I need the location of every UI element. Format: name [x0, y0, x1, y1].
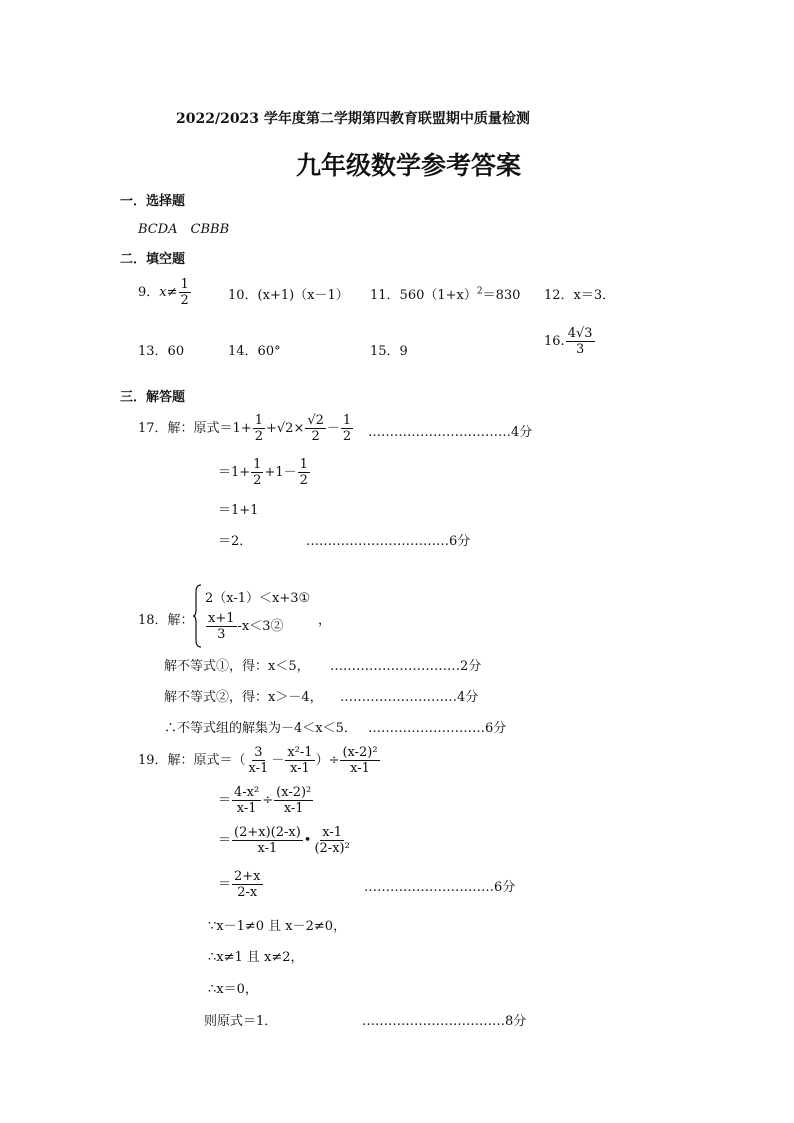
p17-frac1-num: 1 — [254, 413, 263, 428]
p19-line6: ∴x≠1 且 x≠2， — [208, 950, 304, 965]
answer-q13: 13．60 — [138, 344, 185, 359]
p19-l3-f1-num: (2+x)(2-x) — [234, 825, 301, 840]
p18-comma: ， — [318, 613, 332, 628]
choice-answers: BCDA CBBB — [138, 222, 230, 237]
answer-q14: 14．60° — [228, 344, 281, 359]
p17-l2-frac1 — [251, 458, 263, 487]
p18-ineq2-rest: -x＜3② — [237, 619, 284, 634]
p18-ineq2-num: x+1 — [208, 611, 235, 626]
p19-l3-f2-den: (2-x)² — [314, 841, 350, 856]
answer-q12: 12．x＝3． — [544, 288, 616, 303]
p17-frac3-den: 2 — [342, 429, 352, 444]
p19-l1-div: ）÷ — [315, 753, 340, 768]
answer-q15: 15．9 — [370, 344, 408, 359]
p19-l3-eq: ＝ — [218, 833, 232, 848]
q16-fraction — [566, 327, 595, 356]
p19-l4-f — [232, 870, 263, 899]
p19-l3-f1-den: x-1 — [257, 841, 278, 856]
p19-l1-f2 — [285, 746, 314, 775]
q11-text: 11．560（1+x） — [370, 288, 477, 303]
p19-l1-f3 — [340, 746, 379, 775]
p18-score-4: ………………………4分 — [340, 690, 479, 705]
p19-line8: 则原式＝1． — [204, 1014, 278, 1029]
q9-denominator: 2 — [180, 293, 189, 308]
p17-score-6: ……………………………6分 — [306, 534, 471, 549]
p17-score-4: ……………………………4分 — [368, 425, 533, 440]
p19-label: 19．解：原式＝（ — [138, 753, 246, 768]
p18-score-6: ………………………6分 — [368, 721, 507, 736]
p17-frac2-num: √2 — [307, 413, 324, 428]
p17-line4: ＝2． — [218, 534, 253, 549]
p17-l2-frac1-num: 1 — [253, 457, 262, 472]
p17-frac3 — [341, 414, 353, 443]
p17-frac3-num: 1 — [342, 413, 352, 428]
p17-frac1-den: 2 — [254, 429, 263, 444]
p19-l2-f1 — [232, 786, 261, 815]
q9-number: 9． — [138, 285, 160, 300]
p19-l1-f1-num: 3 — [254, 745, 263, 760]
answer-q10: 10．(x+1)（x－1） — [228, 288, 349, 303]
p17-label: 17．解：原式＝1+ — [138, 421, 252, 436]
p18-step3: ∴不等式组的解集为－4＜x＜5． — [164, 721, 357, 736]
p19-l3-f2-num: x-1 — [322, 825, 343, 840]
brace-icon — [192, 584, 202, 648]
p17-sqrt: +√2× — [266, 421, 305, 436]
p19-l1-f1 — [247, 746, 271, 775]
p18-score-2: …………………………2分 — [330, 659, 482, 674]
p19-line1 — [138, 746, 381, 775]
p17-line2-mid: +1－ — [264, 465, 297, 480]
p17-line2 — [218, 458, 311, 487]
q9-fraction — [179, 278, 191, 307]
p17-frac2-den: 2 — [311, 429, 320, 444]
answer-q11 — [370, 284, 520, 303]
q11-exponent: 2 — [476, 286, 483, 297]
p19-l1-f3-den: x-1 — [350, 761, 370, 776]
p19-l1-f1-den: x-1 — [248, 761, 269, 776]
p17-l2-frac2 — [298, 458, 310, 487]
p19-line7: ∴x＝0， — [208, 982, 258, 997]
p19-line4 — [218, 870, 264, 899]
q9-numerator: 1 — [180, 277, 189, 292]
page-title: 九年级数学参考答案 — [296, 151, 522, 180]
p19-line5: ∵x－1≠0 且 x－2≠0， — [208, 919, 347, 934]
q11-rest: ＝830 — [482, 288, 521, 303]
p17-line1 — [138, 414, 354, 443]
p19-l2-f1-den: x-1 — [236, 801, 257, 816]
p18-step1: 解不等式①，得：x＜5， — [164, 659, 310, 674]
p17-frac2 — [305, 414, 326, 443]
p17-l2-frac2-den: 2 — [299, 473, 308, 488]
p19-l2-f1-num: 4-x² — [234, 785, 260, 800]
p18-ineq2 — [205, 612, 284, 641]
p19-l1-f2-den: x-1 — [290, 761, 310, 776]
p18-ineq2-frac — [206, 612, 237, 641]
p17-minus: － — [326, 421, 340, 436]
section1-heading: 一．选择题 — [120, 194, 186, 209]
q16-denominator: 3 — [575, 342, 585, 357]
q16-number: 16. — [544, 334, 565, 349]
p19-l2-f2 — [274, 786, 313, 815]
section2-heading: 二．填空题 — [120, 252, 186, 267]
p19-l3-f1 — [232, 826, 303, 855]
p17-line3: ＝1+1 — [218, 503, 259, 518]
p19-score-6: …………………………6分 — [364, 880, 516, 895]
p19-l2-eq: ＝ — [218, 793, 232, 808]
p18-ineq1: 2（x-1）＜x+3① — [205, 591, 311, 606]
q9-var: x — [159, 285, 167, 300]
answer-q9 — [138, 278, 192, 307]
q9-neq: ≠ — [166, 285, 178, 300]
p19-l4-eq: ＝ — [218, 877, 232, 892]
p19-l4-f-den: 2-x — [237, 885, 258, 900]
p19-score-8: ……………………………8分 — [362, 1014, 527, 1029]
p18-label: 18．解： — [138, 613, 194, 628]
p18-step2: 解不等式②，得：x＞－4， — [164, 690, 323, 705]
p19-l2-f2-num: (x-2)² — [276, 785, 312, 800]
p17-l2-frac1-den: 2 — [253, 473, 262, 488]
p19-l2-div: ÷ — [262, 793, 274, 808]
p19-l4-f-num: 2+x — [234, 869, 261, 884]
p19-l1-f3-num: (x-2)² — [342, 745, 378, 760]
p19-l3-f2 — [312, 826, 351, 855]
p19-l1-f2-num: x²-1 — [287, 745, 313, 760]
p17-frac1 — [253, 414, 265, 443]
p17-l2-frac2-num: 1 — [299, 457, 308, 472]
p19-l1-minus: － — [271, 753, 285, 768]
p19-l2-f2-den: x-1 — [283, 801, 304, 816]
q16-numerator: 4√3 — [567, 326, 593, 341]
exam-subtitle: 2022/2023 学年度第二学期第四教育联盟期中质量检测 — [176, 111, 530, 127]
p18-ineq2-den: 3 — [217, 627, 226, 642]
p19-line3 — [218, 826, 353, 855]
section3-heading: 三．解答题 — [120, 390, 186, 405]
p18-brace — [192, 584, 202, 648]
p19-line2 — [218, 786, 314, 815]
p17-line2-prefix: ＝1+ — [218, 465, 251, 480]
answer-q16 — [544, 327, 596, 356]
p19-l3-dot: • — [303, 833, 312, 848]
